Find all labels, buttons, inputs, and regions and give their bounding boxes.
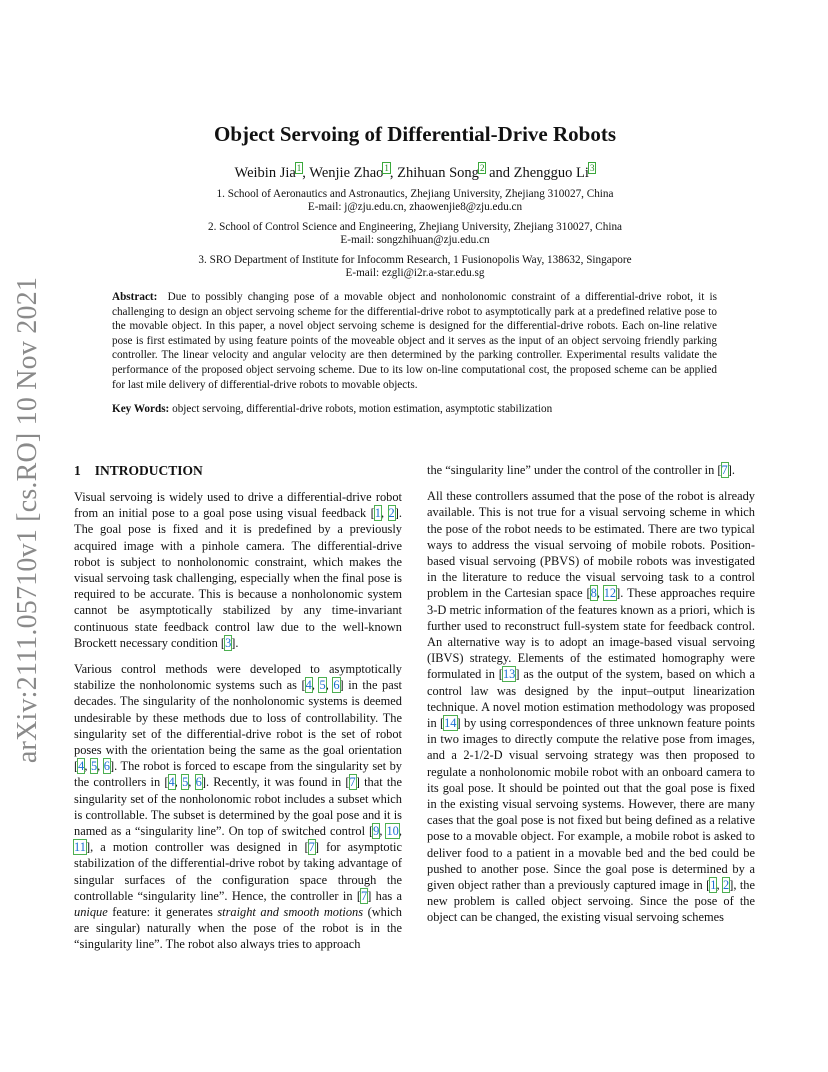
author-separator: and <box>485 164 514 181</box>
citation-link[interactable]: 6 <box>103 759 110 774</box>
citation-link[interactable]: 6 <box>195 775 202 790</box>
abstract-text: Due to possibly changing pose of a movable object and nonholonomic constraint of a differential-drive robot, it is challenging to design an object servoing scheme for the differential-drive robot to asymptotically park at a predefined relative pose to the movable object. In this paper, a novel object servoing scheme is designed for the differential-drive robots. Each on-line relative pose is first estimated by using feature points of the moveable object and it serves as the input of an object servoing friendly parking controller. The linear velocity and angular velocity are then determined by the parking controller. Experimental results validate the performance of the proposed object servoing scheme. Due to its low on-line computational cost, the proposed scheme can be applied for last mile delivery of differential-drive robots to movable objects. <box>112 291 718 391</box>
paper-title: Object Servoing of Differential-Drive Robots <box>213 122 617 146</box>
affiliation-email: E-mail: j@zju.edu.cn, zhaowenjie8@zju.edu.cn <box>307 201 523 214</box>
citation-link[interactable]: 14 <box>444 716 457 731</box>
abstract <box>112 290 717 392</box>
author-name: Weibin Jia <box>234 164 296 181</box>
author-name: Zhihuan Song <box>397 164 479 181</box>
author-name: Zhengguo Li <box>513 164 589 181</box>
section-title: INTRODUCTION <box>94 463 203 478</box>
affiliation <box>75 254 755 281</box>
citation-link[interactable]: 3 <box>225 635 232 650</box>
body-paragraph: the “singularity line” under the control of the controller in [7]. <box>427 463 735 477</box>
left-column-body <box>74 489 402 953</box>
affiliation-email: E-mail: ezgli@i2r.a-star.edu.sg <box>345 267 485 280</box>
author-list <box>75 158 755 182</box>
affiliation-marker-link[interactable]: 1 <box>384 163 389 173</box>
citation-link[interactable]: 10 <box>386 824 399 839</box>
citation-link[interactable]: 1 <box>374 506 381 521</box>
citation-link[interactable]: 7 <box>349 775 356 790</box>
author-name: Wenjie Zhao <box>309 164 384 181</box>
keywords-text: object servoing, differential-drive robots, motion estimation, asymptotic stabilization <box>172 403 553 415</box>
left-column <box>74 462 402 963</box>
abstract-label: Abstract: <box>112 291 158 303</box>
affiliation-line: 3. SRO Department of Institute for Infocomm Research, 1 Fusionopolis Way, 138632, Singapore <box>198 253 632 266</box>
citation-link[interactable]: 6 <box>333 678 340 693</box>
body-paragraph: Visual servoing is widely used to drive a differential-drive robot from an initial pose to a goal pose using visual feedback [1, 2]. The goal pose is fixed and it is predefined by a previously acquired image with a pinhole camera. The differential-drive robot is subject to nonholonomic constraint, which makes the visual servoing task challenging, especially when the final pose is required to be accurate. This is because a nonholonomic system cannot be asymptotically stabilized by any time-invariant continuous state feedback control law due to the well-known Brockett necessary condition [3]. <box>74 490 402 650</box>
citation-link[interactable]: 5 <box>182 775 189 790</box>
citation-link[interactable]: 2 <box>723 878 730 893</box>
arxiv-identifier <box>10 276 46 764</box>
citation-link[interactable]: 2 <box>388 506 395 521</box>
paper-header <box>75 120 755 281</box>
citation-link[interactable]: 7 <box>360 888 368 903</box>
citation-link[interactable]: 4 <box>78 759 85 774</box>
body-paragraph: Various control methods were developed to asymptotically stabilize the nonholonomic systems such as [4, 5, 6] in the past decades. The singularity of the nonholonomic systems is deemed undesirable by these methods due to loss of controllability. The singularity set of the differential-drive robot is the set of robot poses with the orientation being the same as the goal orientation [4, 5, 6]. The robot is forced to escape from the singularity set by the controllers in [4, 5, 6]. Recently, it was found in [7] that the singularity set of the nonholonomic robot includes a subset which is controllable. The subset is determined by the goal pose and it is named as a “singularity line”. On top of switched control [9, 10, 11], a motion controller was designed in [7] for asymptotic stabilization of the differential-drive robot by taking advantage of singular surfaces of the configuration space through the controllable “singularity line”. Hence, the controller in [7] has a unique feature: it generates straight and smooth motions (which are singular) naturally when the pose of the robot is in the “singularity line”. The robot also always tries to approach <box>74 662 403 952</box>
section-heading <box>74 462 402 480</box>
right-column-body <box>427 462 755 926</box>
citation-link[interactable]: 4 <box>168 775 175 790</box>
citation-link[interactable]: 5 <box>90 759 98 774</box>
author-separator: , <box>389 164 398 181</box>
affiliation-line: 2. School of Control Science and Engineering, Zhejiang University, Zhejiang 310027, China <box>207 220 623 233</box>
citation-link[interactable]: 9 <box>373 824 380 839</box>
citation-link[interactable]: 7 <box>721 463 728 477</box>
keywords <box>112 402 717 416</box>
citation-link[interactable]: 7 <box>308 840 315 855</box>
citation-link[interactable]: 1 <box>710 878 717 893</box>
affiliation-marker-link[interactable]: 3 <box>589 163 595 173</box>
citation-link[interactable]: 13 <box>502 667 516 682</box>
right-column <box>427 462 755 936</box>
affiliation-marker-link[interactable]: 2 <box>479 163 485 173</box>
affiliation-marker-link[interactable]: 1 <box>296 163 302 173</box>
affiliation-email: E-mail: songzhihuan@zju.edu.cn <box>340 234 490 247</box>
citation-link[interactable]: 5 <box>319 678 326 693</box>
affiliation <box>75 188 755 215</box>
citation-link[interactable]: 12 <box>603 586 617 601</box>
affiliation-line: 1. School of Aeronautics and Astronautics, Zhejiang University, Zhejiang 310027, China <box>216 187 614 200</box>
emphasis-text: straight and smooth motions <box>217 905 364 920</box>
keywords-label: Key Words: <box>112 403 170 415</box>
citation-link[interactable]: 11 <box>74 840 86 855</box>
emphasis-text: unique <box>74 905 108 920</box>
citation-link[interactable]: 8 <box>590 586 597 601</box>
section-number: 1 <box>74 463 81 478</box>
affiliation <box>75 221 755 248</box>
body-paragraph: All these controllers assumed that the pose of the robot is already available. This is not true for a visual servoing scheme in which the pose of the robot needs to be estimated. There are two typical ways to address the visual servoing of mobile robots. Position-based visual servoing (PBVS) of mobile robots was investigated in the literature to reduce the visual servoing task to a control problem in the Cartesian space [8, 12]. These approaches require 3-D metric information of the features known as a priori, which is further used to reconstruct full-system state for feedback control. An alternative way is to adopt an image-based visual servoing (IBVS) strategy. Elements of the estimated homography were formulated in [13] as the output of the system, based on which a control law was designed by the input–output linearization technique. A novel motion estimation methodology was proposed in [14] by using correspondences of three unknown feature points in two images to directly compute the relative pose from images, and a 2-1/2-D visual servoing strategy was then proposed to regulate a nonholonomic mobile robot with an onboard camera to its goal pose. It should be pointed out that the goal pose is fixed in the existing visual servoing systems. However, there are many cases that the goal pose is not fixed but being defined as a relative pose to a movable object. For example, a mobile robot is asked to deliver food to a patient in a movable bed and the bed could be pushed to another pose. Since the goal pose is determined by a given object rather than a previously captured image in [1, 2], the new problem is called object servoing. Since the pose of the object can be changed, the existing visual servoing schemes <box>427 489 755 925</box>
citation-link[interactable]: 4 <box>305 678 312 693</box>
author-separator: , <box>302 164 310 181</box>
arxiv-identifier-text: arXiv:2111.05710v1 [cs.RO] 10 Nov 2021 <box>12 276 43 764</box>
affiliation-list <box>75 188 755 281</box>
